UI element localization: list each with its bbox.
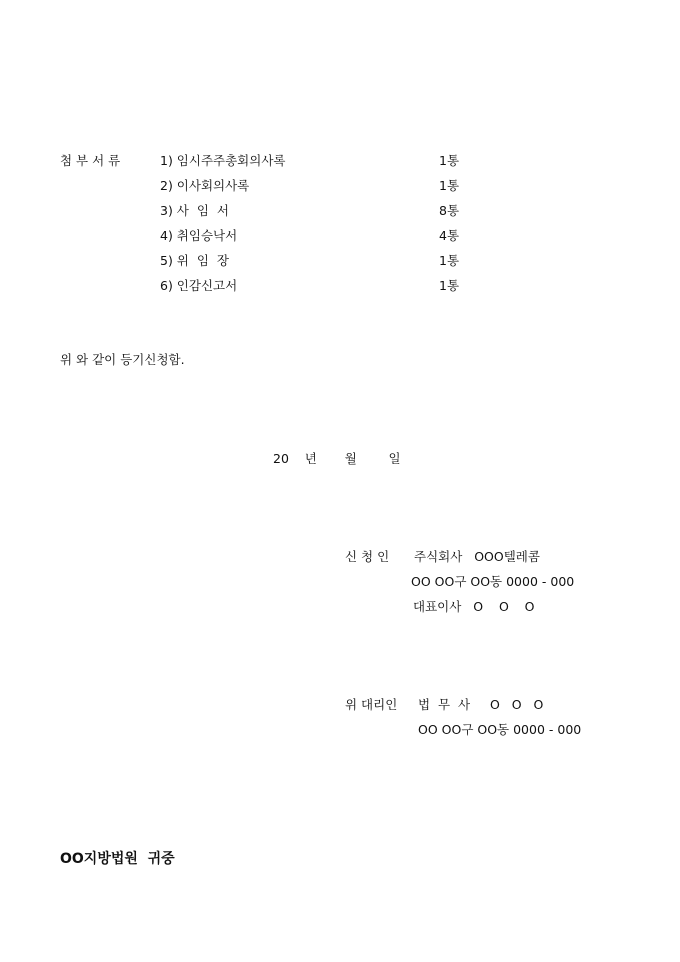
agent-name: 법 무 사 O O O	[418, 697, 544, 712]
agent-address: OO OO구 OO동 0000 - 000	[418, 722, 582, 737]
applicant-company: 주식회사 OOO텔레콤	[414, 549, 540, 564]
applicant-label: 신 청 인	[345, 549, 390, 564]
attachment-item-qty: 1통	[439, 278, 460, 293]
court-addressee: OO지방법원 귀중	[60, 851, 175, 867]
attachment-item-label: 2) 이사회의사록	[160, 178, 250, 193]
attachment-item-label: 5) 위 임 장	[160, 253, 229, 268]
attachment-item-label: 1) 임시주주총회의사록	[160, 153, 286, 168]
applicant-address: OO OO구 OO동 0000 - 000	[411, 574, 575, 589]
attachment-item-qty: 8통	[439, 203, 460, 218]
applicant-representative: 대표이사 O O O	[413, 599, 535, 614]
attachment-item-qty: 1통	[439, 178, 460, 193]
attachment-item-label: 4) 취임승낙서	[160, 228, 238, 243]
attachment-item-qty: 4통	[439, 228, 460, 243]
attachments-title: 첨 부 서 류	[60, 153, 121, 168]
attachment-item-qty: 1통	[439, 153, 460, 168]
attachment-item-qty: 1통	[439, 253, 460, 268]
attachment-item-label: 6) 인감신고서	[160, 278, 238, 293]
agent-label: 위 대리인	[345, 697, 398, 712]
attachment-item-label: 3) 사 임 서	[160, 203, 229, 218]
request-statement: 위 와 같이 등기신청함.	[60, 352, 185, 367]
date-line: 20 년 월 일	[273, 451, 401, 466]
